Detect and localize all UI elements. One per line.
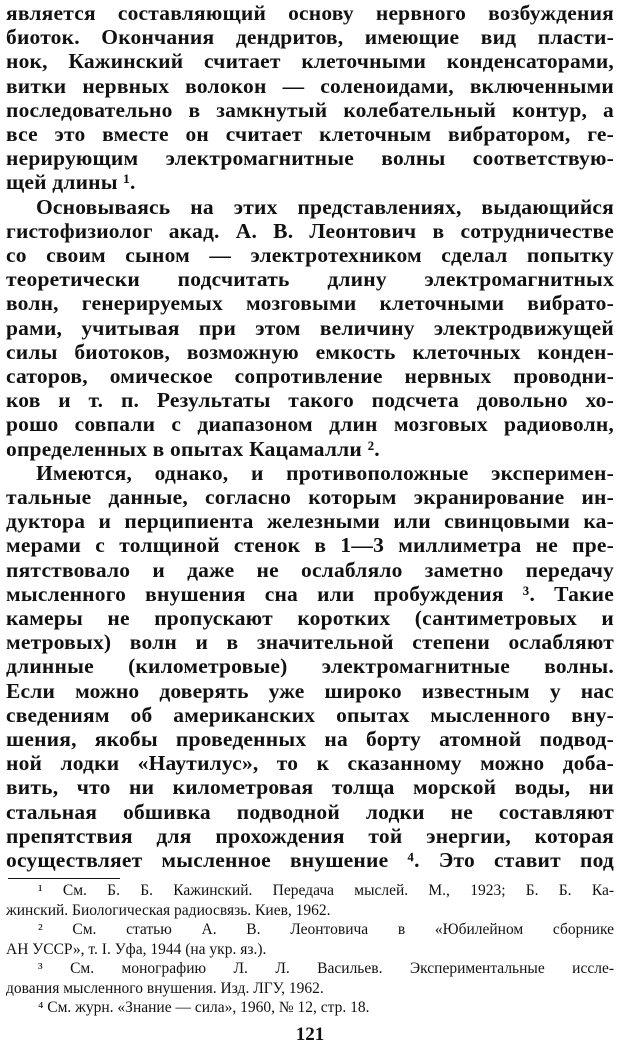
footnote-4: ⁴ См. журн. «Знание — сила», 1960, № 12, стр. 18. [38, 999, 370, 1017]
body-line-2: биоток. Окончания дендритов, имеющие вид пласти- [6, 25, 614, 50]
body-line-9: Основываясь на этих представлениях, выдающийся [36, 194, 614, 219]
footnote-2-line-2: АН УССР», т. I. Уфа, 1944 (на укр. яз.). [6, 940, 267, 958]
body-line-33: вить, что ни километровая толща морской воды, ни [6, 775, 614, 800]
body-line-23: мерами с толщиной стенок в 1—3 миллиметра не пре- [6, 533, 614, 558]
body-line-27: метровых) волн и в значительной степени ослабляют [6, 630, 614, 655]
body-line-19: определенных в опытах Кацамалли ². [6, 436, 380, 461]
footnote-2-line-1: ² См. статью А. В. Леонтовича в «Юбилейном сборнике [38, 921, 614, 939]
body-line-5: последовательно в замкнутый колебательный контур, а [6, 97, 614, 122]
body-line-12: теоретически подсчитать длину электромагнитных [6, 267, 614, 292]
body-line-22: дуктора и перципиента железными или свинцовыми ка- [6, 509, 614, 534]
body-line-26: камеры не пропускают коротких (сантиметровых и [6, 606, 614, 630]
body-line-36: осуществляет мысленное внушение ⁴. Это ставит под [6, 848, 614, 872]
body-line-30: сведениям об американских опытах мысленного вну- [6, 702, 614, 727]
body-line-6: все это вместе он считает клеточным вибратором, ге- [6, 122, 614, 146]
footnote-3-line-1: ³ См. монографию Л. Л. Васильев. Экспериментальные иссле- [38, 960, 614, 978]
body-line-11: со своим сыном — электротехником сделал попытку [6, 243, 614, 267]
footnote-1-line-2: жинский. Биологическая радиосвязь. Киев, 1962. [6, 901, 331, 919]
body-line-31: шения, якобы проведенных на борту атомной подвод- [6, 727, 614, 751]
body-line-7: нерирующим электромагнитные волны соответствую- [6, 146, 614, 171]
body-line-25: мысленного внушения сна или пробуждения ³. Такие [6, 581, 614, 606]
body-line-21: тальные данные, согласно которым экранирование ин- [6, 485, 614, 509]
footnote-3-line-2: дования мысленного внушения. Изд. ЛГУ, 1962. [6, 979, 324, 997]
body-line-24: пятствовало и даже не ослабляло заметно передачу [6, 557, 614, 582]
body-line-8: щей длины ¹. [6, 170, 136, 195]
page-number: 121 [295, 1023, 325, 1045]
body-line-34: стальная обшивка подводной лодки не составляют [6, 799, 614, 824]
footnote-1-line-1: ¹ См. Б. Б. Кажинский. Передача мыслей. М., 1923; Б. Б. Ка- [38, 882, 614, 900]
body-line-1: является составляющий основу нервного возбуждения [6, 1, 614, 25]
footnote-rule [8, 878, 120, 879]
body-line-29: Если можно доверять уже широко известным у нас [6, 678, 614, 703]
body-line-32: ной лодки «Наутилус», то к сказанному можно доба- [6, 751, 614, 776]
body-line-10: гистофизиолог акад. А. В. Леонтович в сотрудничестве [6, 218, 614, 243]
body-line-15: силы биотоков, возможную емкость клеточных конден- [6, 339, 614, 364]
body-line-17: ков и т. п. Результаты такого подсчета довольно хо- [6, 388, 614, 413]
body-line-3: нок, Кажинский считает клеточными конденсаторами, [6, 49, 614, 74]
body-line-20: Имеются, однако, и противоположные эксперимен- [36, 460, 614, 485]
body-line-16: саторов, омическое сопротивление нервных проводни- [6, 364, 614, 388]
body-line-28: длинные (километровые) электромагнитные волны. [6, 654, 614, 679]
body-line-4: витки нервных волокон — соленоидами, включенными [6, 73, 614, 98]
body-line-35: препятствия для прохождения той энергии, которая [6, 823, 614, 848]
body-line-14: рами, учитывая при этом величину электродвижущей [6, 315, 614, 340]
body-line-18: рошо совпали с диапазоном длин мозговых радиоволн, [6, 412, 614, 437]
body-line-13: волн, генерируемых мозговыми клеточными вибрато- [6, 291, 614, 316]
